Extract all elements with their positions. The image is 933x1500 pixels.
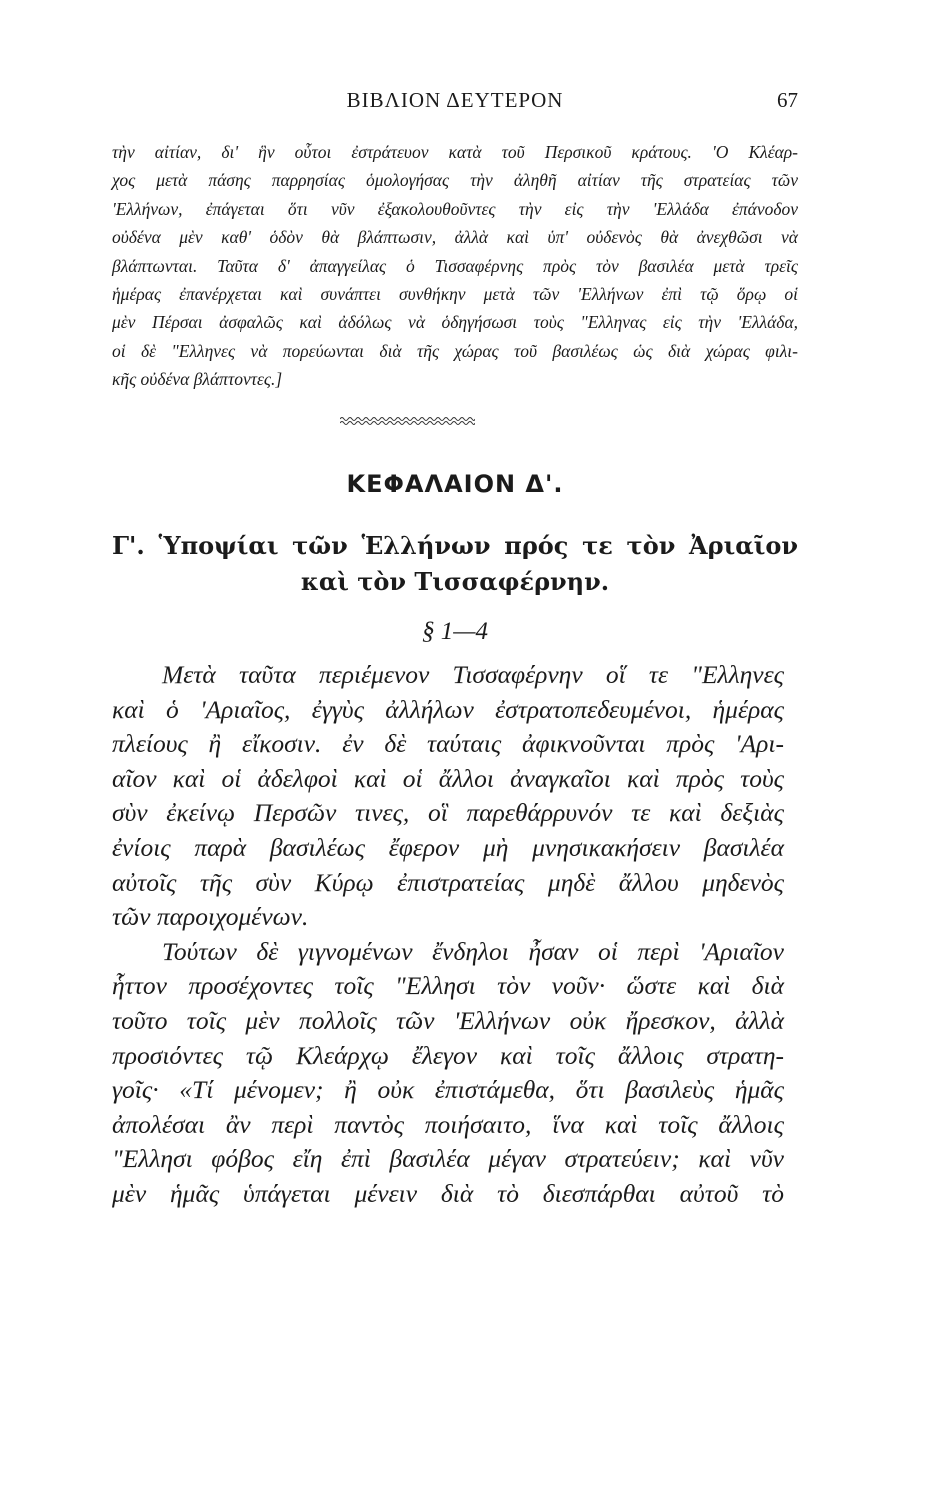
text-line: ἐνίοις παρὰ βασιλέως ἔφερον μὴ μνησικακήσειν βασιλέα [112, 832, 784, 862]
wavy-divider [340, 415, 475, 427]
chapter-heading: ΚΕΦΑΛΑΙΟΝ Δ'. [346, 470, 564, 498]
text-line: προσιόντες τῷ Κλεάρχῳ ἔλεγον καὶ τοῖς ἄλλοις στρατη- [112, 1040, 784, 1070]
text-line: Μετὰ ταῦτα περιέμενον Τισσαφέρνην οἵ τε "Ελληνες [162, 660, 784, 689]
text-line: αὐτοῖς τῆς σὺν Κύρῳ ἐπιστρατείας μηδὲ ἄλλου μηδενὸς [112, 867, 784, 897]
paragraph-reference: § 1—4 [422, 618, 488, 645]
note-line: ἡμέρας ἐπανέρχεται καὶ συνάπτει συνθήκην μετὰ τῶν 'Ελλήνων ἐπὶ τῷ ὅρῳ οἱ [112, 283, 798, 304]
section-title [112, 528, 798, 600]
section-title-line: καὶ τὸν Τισσαφέρνην. [300, 567, 610, 596]
summary-note [112, 138, 798, 394]
text-line: ἧττον προσέχοντες τοῖς "Ελλησι τὸν νοῦν· ὥστε καὶ διὰ [112, 971, 784, 1001]
text-line: "Ελλησι φόβος εἴη ἐπὶ βασιλέα μέγαν στρατεύειν; καὶ νῦν [112, 1144, 784, 1174]
text-line: πλείους ἢ εἴκοσιν. ἐν δὲ ταύταις ἀφικνοῦνται πρὸς 'Αρι- [112, 729, 784, 759]
text-line: σὺν ἐκείνῳ Περσῶν τινες, οἳ παρεθάρρυνόν τε καὶ δεξιὰς [112, 798, 784, 828]
text-line: μὲν ἡμᾶς ὑπάγεται μένειν διὰ τὸ διεσπάρθαι αὐτοῦ τὸ [112, 1178, 784, 1208]
text-line: ἀπολέσαι ἂν περὶ παντὸς ποιήσαιτο, ἵνα καὶ τοῖς ἄλλοις [112, 1109, 784, 1139]
section-title-line: Γ'. Ὑποψίαι τῶν Ἑλλήνων πρός τε τὸν Ἀριαῖον [112, 531, 798, 560]
text-line: γοῖς· «Τί μένομεν; ἢ οὐκ ἐπιστάμεθα, ὅτι βασιλεὺς ἡμᾶς [112, 1075, 784, 1105]
note-line: βλάπτωνται. Ταῦτα δ' ἀπαγγείλας ὁ Τισσαφέρνης πρὸς τὸν βασιλέα μετὰ τρεῖς [112, 255, 798, 276]
running-header [112, 88, 798, 118]
note-line: οἱ δὲ "Ελληνες νὰ πορεύωνται διὰ τῆς χώρας τοῦ βασιλέως ὡς διὰ χώρας φιλι- [112, 340, 798, 361]
note-line: τὴν αἰτίαν, δι' ἣν οὗτοι ἐστράτευον κατὰ τοῦ Περσικοῦ κράτους. 'Ο Κλέαρ- [112, 142, 798, 162]
text-line: καὶ ὁ 'Αριαῖος, ἐγγὺς ἀλλήλων ἐστρατοπεδευμένοι, ἡμέρας [112, 694, 784, 724]
text-line: Τούτων δὲ γιγνομένων ἔνδηλοι ἦσαν οἱ περὶ 'Αριαῖον [162, 936, 784, 966]
page-number: 67 [777, 88, 798, 112]
note-line: οὐδένα μὲν καθ' ὁδὸν θὰ βλάπτωσιν, ἀλλὰ καὶ ὑπ' οὐδενὸς θὰ ἀνεχθῶσι νὰ [112, 227, 798, 248]
note-line: 'Ελλήνων, ἐπάγεται ὅτι νῦν ἐξακολουθοῦντες τὴν εἰς τὴν 'Ελλάδα ἐπάνοδον [112, 198, 798, 219]
note-line: κῆς οὐδένα βλάπτοντες.] [112, 369, 283, 390]
text-line: τῶν παροιχομένων. [112, 902, 309, 932]
running-title: ΒΙΒΛΙΟΝ ΔΕΥΤΕΡΟΝ [346, 88, 564, 112]
note-line: χος μετὰ πάσης παρρησίας ὁμολογήσας τὴν ἀληθῆ αἰτίαν τῆς στρατείας τῶν [112, 170, 798, 191]
text-line: αῖον καὶ οἱ ἀδελφοὶ καὶ οἱ ἄλλοι ἀναγκαῖοι καὶ πρὸς τοὺς [112, 763, 784, 793]
note-line: μὲν Πέρσαι ἀσφαλῶς καὶ ἀδόλως νὰ ὁδηγήσωσι τοὺς "Ελληνας εἰς τὴν 'Ελλάδα, [112, 312, 798, 333]
text-line: τοῦτο τοῖς μὲν πολλοῖς τῶν 'Ελλήνων οὐκ ἤρεσκον, ἀλλὰ [112, 1005, 784, 1035]
main-text [112, 658, 784, 1212]
